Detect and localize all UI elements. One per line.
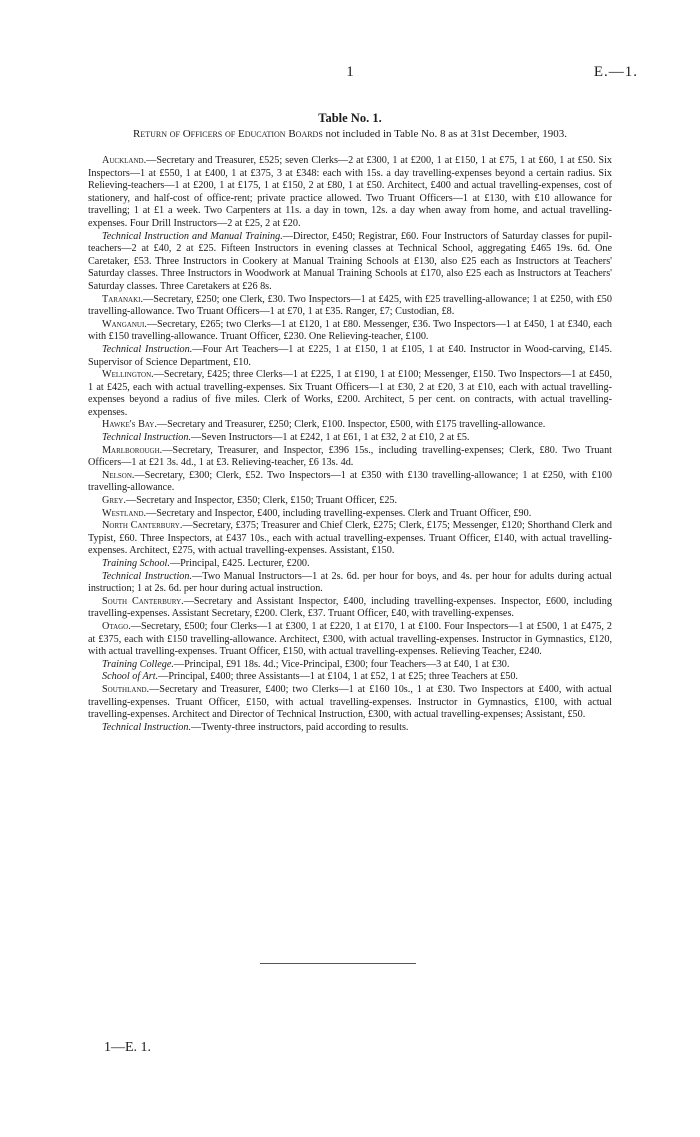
entry-text: —Principal, £91 18s. 4d.; Vice-Principal, £300; four Teachers—3 at £40, 1 at £30. [173,658,510,670]
board-name: Hawke's Bay. [102,419,157,431]
entry-text: —Secretary, £300; Clerk, £52. Two Inspectors—1 at £350 with £130 travelling-allowance; 1 at £250, with £100 travelling-allowance. [88,469,612,494]
entry-text: —Principal, £400; three Assistants—1 at £104, 1 at £52, 1 at £25; three Teachers at £50. [158,671,518,683]
entry-paragraph [88,558,612,571]
entry-paragraph [88,495,612,508]
board-name: Westland. [102,507,147,519]
subsection-name: Technical Instruction. [102,432,192,444]
entry-paragraph [88,508,612,521]
board-name: Nelson. [102,469,135,481]
entry-text: —Secretary, Treasurer, and Inspector, £396 15s., including travelling-expenses; Clerk, £80. Two Truant Officers—1 at £21 3s. 4d., 1 at £3. Relieving-teacher, £6 13s. 4d. [88,444,612,469]
entry-paragraph [88,155,612,231]
entry-text: —Four Art Teachers—1 at £225, 1 at £150, 1 at £105, 1 at £40. Instructor in Wood-carving, £145. Supervisor of Science Department, £10. [88,343,612,368]
subsection-name: Technical Instruction. [102,570,193,582]
table-subtitle [88,128,612,141]
board-name: Southland. [102,683,150,695]
entry-paragraph [88,231,612,294]
page-code: E.—1. [593,64,638,80]
board-name: Auckland. [102,155,147,166]
board-name: South Canterbury. [102,595,184,607]
entry-paragraph [88,419,612,432]
entry-paragraph [88,432,612,445]
subsection-name: Technical Instruction. [102,343,193,355]
subsection-name: Training School. [102,558,170,569]
entry-paragraph [88,684,612,722]
entry-text: —Director, £450; Registrar, £60. Four Instructors of Saturday classes for pupil-teachers—2 at £40, 2 at £25. Fifteen Instructors in evening classes at Technical School, aggregating £465 19s. 6d. One Caretaker, £53. Three Instructors in Cookery at Manual Training Schools at £130, also £25 each as Instructors at Teachers' Saturday classes. Three Instructors in Woodwork at Manual Training Schools at £170, also £25 each as Instructors at Teachers' Saturday classes. Three Caretakers at £26 8s. [88,230,612,292]
board-name: North Canterbury. [102,520,183,532]
board-name: Taranaki. [102,293,144,305]
entry-text: —Secretary and Treasurer, £525; seven Clerks—2 at £300, 1 at £200, 1 at £150, 1 at £75, 1 at £60, 1 at £50. Six Inspectors—1 at £550, 1 at £400, 1 at £375, 3 at £348: each with 15s. a day travelling-expenses beyond a certain radius. Six Relieving-teachers—1 at £200, 1 at £175, 1 at £150, 2 at £80, 1 at £50. Architect, £400 and actual travelling-expenses, cost of stationery, and half-cost of office-rent; private practice allowed. Two Truant Officers—1 at £130, with £10 allowance for travelling; 1 at £1 a week. Two Carpenters at 11s. a day in town, 12s. a day when away from home, and actual travelling-expenses. Four Drill Instructors—2 at £25, 2 at £20. [88,155,612,229]
entry-text: —Secretary and Treasurer, £400; two Clerks—1 at £160 10s., 1 at £30. Two Inspectors at £400, with actual travelling-expenses. Truant Officer, £150, with actual travelling-expenses. Instructor in Gymnastics, £100, with actual travelling-expenses. Architect and Director of Technical Instruction, £300, with actual travelling-expenses; Assistant, £50. [88,683,612,721]
entry-paragraph [88,571,612,596]
subsection-name: Training College. [102,658,174,670]
divider-rule [260,963,416,964]
board-name: Wellington. [102,369,154,381]
entry-paragraph [88,344,612,369]
entry-paragraph [88,520,612,558]
entry-paragraph [88,319,612,344]
board-name: Grey. [102,495,126,507]
board-name: Otago. [102,620,131,632]
entry-text: —Secretary, £265; two Clerks—1 at £120, 1 at £80. Messenger, £36. Two Inspectors—1 at £450, 1 at £340, each with £150 travelling-allowance. Truant Officer, £230. One Relieving-teacher, £100. [88,318,612,343]
entry-text: —Twenty-three instructors, paid according to results. [191,721,409,733]
subsection-name: School of Art. [102,671,159,683]
subsection-name: Technical Instruction and Manual Training. [102,230,283,242]
entry-text: —Principal, £425. Lecturer, £200. [169,558,310,569]
entry-text: —Secretary, £425; three Clerks—1 at £225, 1 at £190, 1 at £100; Messenger, £150. Two Inspectors—1 at £450, 1 at £425, each with actual travelling-expenses. Six Truant Officers—1 at £30, 2 at £20, 3 at £10, each with actual travelling-expenses beyond a radius of five miles. Clerk of Works, £200. Architect, 5 per cent. on contracts, with actual travelling-expenses. [88,369,612,418]
entry-text: —Two Manual Instructors—1 at 2s. 6d. per hour for boys, and 4s. per hour for adults during actual instruction; 1 at 2s. 6d. per hour during actual instruction. [88,570,612,595]
subtitle-small-caps: Return of Officers of Education Boards [133,128,323,140]
page-number: 1 [346,64,354,80]
entry-paragraph [88,369,612,419]
table-title: Table No. 1. [318,111,382,125]
board-name: Marlborough. [102,444,163,456]
entries-body [88,155,612,734]
entry-paragraph [88,445,612,470]
entry-text: —Secretary and Inspector, £350; Clerk, £150; Truant Officer, £25. [125,495,398,507]
entry-paragraph [88,671,612,684]
entry-paragraph [88,659,612,672]
subtitle-rest: not included in Table No. 8 as at 31st December, 1903. [322,128,567,140]
entry-text: —Secretary, £500; four Clerks—1 at £300, 1 at £220, 1 at £170, 1 at £100. Four Inspectors—1 at £500, 1 at £475, 2 at £375, each with £150 travelling-allowance. Architect, £300, with actual travelling-expenses. Instructor in Gymnastics, £120, with actual travelling-expenses. Truant Officer, £150, with actual travelling-expenses. Relieving Teacher, £240. [88,620,612,658]
footer-code: 1—E. 1. [104,1040,152,1055]
entry-text: —Seven Instructors—1 at £242, 1 at £61, 1 at £32, 2 at £10, 2 at £5. [191,432,470,444]
entry-text: —Secretary and Inspector, £400, including travelling-expenses. Clerk and Truant Officer, £90. [146,507,532,519]
entry-text: —Secretary and Treasurer, £250; Clerk, £100. Inspector, £500, with £175 travelling-allowance. [156,419,546,431]
entry-paragraph [88,722,612,735]
entry-text: —Secretary, £375; Treasurer and Chief Clerk, £275; Clerk, £175; Messenger, £120; Shorthand Clerk and Typist, £60. Three Inspectors, at £437 10s., each with actual travelling-expenses. Truant Officer, £140, with actual travelling-expenses. Architect, £275, with actual travelling-expenses. Assistant, £150. [88,520,612,557]
entry-text: —Secretary and Assistant Inspector, £400, including travelling-expenses. Inspector, £600, including travelling-expenses. Assistant Secretary, £200. Clerk, £37. Truant Officer, £40, with travelling-expenses. [88,595,612,620]
entry-paragraph [88,470,612,495]
entry-text: —Secretary, £250; one Clerk, £30. Two Inspectors—1 at £425, with £25 travelling-allowance; 1 at £250, with £50 travelling-allowance. Two Truant Officers—1 at £70, 1 at £35. Ranger, £7; Custodian, £8. [88,293,612,318]
entry-paragraph [88,621,612,659]
entry-paragraph [88,294,612,319]
board-name: Wanganui. [102,318,147,330]
subsection-name: Technical Instruction. [102,721,192,733]
entry-paragraph [88,596,612,621]
